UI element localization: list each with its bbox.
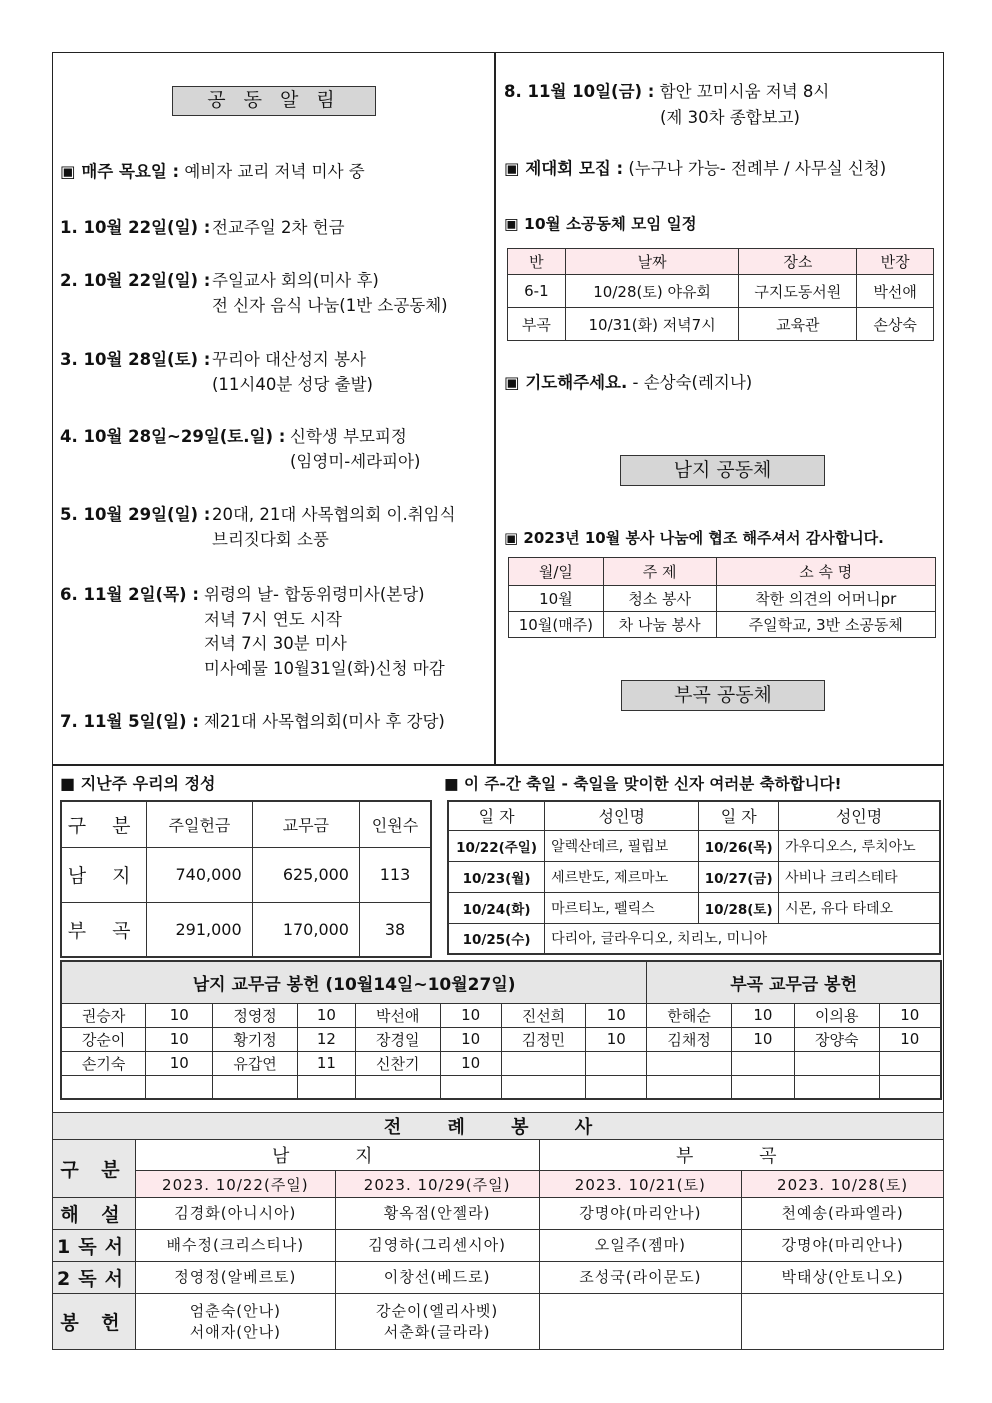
item-8-head: 8. 11월 10일(금) : — [504, 82, 655, 101]
feast-label: ■ 이 주-간 축일 - 축일을 맞이한 신자 여러분 축하합니다! — [444, 775, 842, 793]
notice-item-line: 저녁 7시 연도 시작 — [204, 609, 342, 629]
dues-cell: 장양숙 — [794, 1027, 879, 1051]
dues-cell: 권승자 — [61, 1003, 146, 1027]
thanks-header: 소 속 명 — [716, 558, 935, 586]
dues-cell: 12 — [298, 1027, 356, 1051]
notice-item-line: 브리짓다회 소풍 — [212, 529, 329, 549]
dues-cell — [501, 1051, 586, 1075]
offering-cell: 남 지 — [61, 847, 147, 902]
dues-cell: 10 — [146, 1003, 213, 1027]
table-row — [61, 1003, 941, 1027]
offering-cell: 38 — [359, 902, 431, 957]
small-group-header: 반장 — [857, 249, 934, 275]
offering-cell: 부 곡 — [61, 902, 147, 957]
feast-saints: 사비나 크리스테타 — [779, 861, 940, 892]
section-divider — [52, 764, 944, 766]
dues-cell — [794, 1075, 879, 1099]
dues-cell: 11 — [298, 1051, 356, 1075]
common-notice-title: 공 동 알 림 — [172, 86, 376, 116]
dues-cell — [501, 1075, 586, 1099]
dues-cell: 10 — [732, 1027, 795, 1051]
table-row — [508, 308, 934, 341]
small-group-cell: 6-1 — [508, 275, 566, 308]
item-8-line2: (제 30차 종합보고) — [660, 108, 800, 127]
feast-date: 10/24(화) — [448, 892, 545, 923]
offering-header: 주일헌금 — [147, 801, 252, 847]
dues-cell: 정영정 — [213, 1003, 298, 1027]
dues-cell: 10 — [440, 1027, 501, 1051]
liturgy-cell: 조성국(라이문도) — [539, 1262, 742, 1294]
liturgy-title: 전 례 봉 사 — [53, 1113, 944, 1140]
bugok-dues-title: 부곡 교무금 봉헌 — [647, 961, 941, 1003]
notice-item-head: 7. 11월 5일(일) : — [60, 712, 199, 731]
liturgy-role: 1독서 — [53, 1230, 136, 1262]
liturgy-corner: 구 분 — [53, 1140, 136, 1198]
dues-cell: 김정민 — [501, 1027, 586, 1051]
small-group-table — [507, 248, 934, 341]
dues-cell: 유갑연 — [213, 1051, 298, 1075]
feast-header: 성인명 — [779, 801, 940, 830]
liturgy-cell: 천예송(라파엘라) — [742, 1198, 944, 1230]
notice-item-head: 6. 11월 2일(목) : — [60, 585, 199, 604]
small-group-cell: 10/31(화) 저녁7시 — [565, 308, 739, 341]
liturgy-group-bugok: 부 곡 — [539, 1140, 944, 1171]
dues-cell — [298, 1075, 356, 1099]
liturgy-table — [52, 1112, 944, 1350]
liturgy-cell: 배수정(크리스티나) — [135, 1230, 335, 1262]
feast-date: 10/22(주일) — [448, 830, 545, 861]
liturgy-cell: 엄춘숙(안나) 서애자(안나) — [135, 1294, 335, 1350]
item-8 — [504, 80, 829, 104]
notice-item-line: 신학생 부모피정 — [290, 427, 407, 446]
table-row — [61, 1075, 941, 1099]
feast-saints: 가우디오스, 루치아노 — [779, 830, 940, 861]
dues-cell: 10 — [879, 1027, 941, 1051]
notice-item-head: 2. 10월 22일(일) : — [60, 271, 211, 290]
table-row — [61, 1027, 941, 1051]
dues-cell — [794, 1051, 879, 1075]
dues-cell — [879, 1051, 941, 1075]
notice-item-line: 미사예물 10월31일(화)신청 마감 — [204, 658, 445, 678]
column-divider — [494, 52, 496, 765]
feast-date: 10/27(금) — [699, 861, 779, 892]
liturgy-group-namji: 남 지 — [135, 1140, 539, 1171]
table-row — [508, 275, 934, 308]
offering-header: 구 분 — [61, 801, 147, 847]
feast-date: 10/28(토) — [699, 892, 779, 923]
notice-item-line: 전 신자 음식 나눔(1반 소공동체) — [212, 295, 448, 315]
dues-cell: 신찬기 — [355, 1051, 440, 1075]
notice-item-line: 20대, 21대 사목협의회 이.취임식 — [212, 505, 456, 524]
small-group-cell: 구지도동서원 — [739, 275, 857, 308]
small-group-cell: 10/28(토) 야유회 — [565, 275, 739, 308]
bugok-community-title: 부곡 공동체 — [621, 680, 825, 711]
dues-cell: 한해순 — [647, 1003, 732, 1027]
feast-saints: 다리아, 글라우디오, 치리노, 미니아 — [545, 923, 940, 954]
liturgy-cell: 김경화(아니시아) — [135, 1198, 335, 1230]
table-row — [61, 902, 431, 957]
item-8-line1: 함안 꼬미시움 저녁 8시 — [659, 82, 830, 101]
offering-cell: 625,000 — [252, 847, 359, 902]
small-group-cell: 손상숙 — [857, 308, 934, 341]
small-group-header: 반 — [508, 249, 566, 275]
table-row — [509, 586, 936, 612]
table-row — [448, 861, 940, 892]
dues-cell: 10 — [146, 1027, 213, 1051]
feast-date: 10/25(수) — [448, 923, 545, 954]
dues-cell: 이의용 — [794, 1003, 879, 1027]
table-row — [53, 1230, 944, 1262]
dues-cell: 10 — [440, 1051, 501, 1075]
table-row — [448, 892, 940, 923]
liturgy-cell: 박태상(안토니오) — [742, 1262, 944, 1294]
offering-cell: 291,000 — [147, 902, 252, 957]
feast-saints: 마르티노, 펠릭스 — [545, 892, 699, 923]
liturgy-cell: 강명야(마리안나) — [742, 1230, 944, 1262]
dues-cell — [213, 1075, 298, 1099]
feast-date: 10/26(목) — [699, 830, 779, 861]
dues-cell: 10 — [146, 1051, 213, 1075]
liturgy-cell: 황옥점(안젤라) — [335, 1198, 539, 1230]
dues-cell — [586, 1075, 647, 1099]
dues-cell — [647, 1051, 732, 1075]
feast-saints: 알렉산데르, 필립보 — [545, 830, 699, 861]
dues-cell: 진선희 — [501, 1003, 586, 1027]
recruit-label: ▣ 제대회 모집 : — [504, 159, 624, 178]
recruit-text: (누구나 가능- 전례부 / 사무실 신청) — [628, 159, 887, 178]
offering-cell: 170,000 — [252, 902, 359, 957]
namji-dues-title: 남지 교무금 봉헌 (10월14일~10월27일) — [61, 961, 647, 1003]
table-row — [53, 1294, 944, 1350]
dues-cell: 장경일 — [355, 1027, 440, 1051]
dues-cell — [146, 1075, 213, 1099]
notice-item-line: 주일교사 회의(미사 후) — [212, 271, 379, 290]
small-group-cell: 교육관 — [739, 308, 857, 341]
namji-community-title: 남지 공동체 — [620, 455, 825, 486]
table-row — [448, 923, 940, 954]
table-row — [53, 1262, 944, 1294]
prayer-text: - 손상숙(레지나) — [632, 373, 753, 392]
thanks-cell: 10월 — [509, 586, 604, 612]
table-row — [61, 1051, 941, 1075]
dues-cell: 10 — [586, 1003, 647, 1027]
liturgy-date: 2023. 10/29(주일) — [335, 1171, 539, 1198]
notice-item-line: 꾸리아 대산성지 봉사 — [212, 350, 366, 369]
feast-saints: 세르반도, 제르마노 — [545, 861, 699, 892]
table-row — [61, 801, 431, 847]
liturgy-cell: 강순이(엘리사벳) 서춘화(글라라) — [335, 1294, 539, 1350]
thanks-cell: 착한 의견의 어머니pr — [716, 586, 935, 612]
notice-item-line: 저녁 7시 30분 미사 — [204, 634, 347, 653]
thursday-label: ▣ 매주 목요일 : — [60, 162, 180, 181]
notice-item-head: 1. 10월 22일(일) : — [60, 218, 211, 237]
offering-table — [60, 800, 432, 958]
feast-date: 10/23(월) — [448, 861, 545, 892]
liturgy-cell: 오일주(젬마) — [539, 1230, 742, 1262]
small-group-label: ▣ 10월 소공동체 모임 일정 — [504, 215, 697, 233]
offering-label: ■ 지난주 우리의 정성 — [60, 774, 216, 793]
thursday-notice — [60, 160, 365, 184]
thursday-text: 예비자 교리 저녁 미사 중 — [184, 162, 365, 181]
notice-item-line: 제21대 사목협의회(미사 후 강당) — [204, 712, 445, 731]
dues-cell: 10 — [440, 1003, 501, 1027]
feast-header: 일 자 — [699, 801, 779, 830]
feast-header: 일 자 — [448, 801, 545, 830]
notice-item-head: 5. 10월 29일(일) : — [60, 505, 211, 524]
offering-header: 교무금 — [252, 801, 359, 847]
liturgy-cell — [539, 1294, 742, 1350]
table-row — [448, 830, 940, 861]
dues-cell: 강순이 — [61, 1027, 146, 1051]
liturgy-role: 2독서 — [53, 1262, 136, 1294]
liturgy-role: 봉 헌 — [53, 1294, 136, 1350]
liturgy-cell: 이창선(베드로) — [335, 1262, 539, 1294]
thanks-cell: 10월(매주) — [509, 612, 604, 638]
liturgy-cell: 강명야(마리안나) — [539, 1198, 742, 1230]
dues-cell — [732, 1075, 795, 1099]
notice-item-line: 전교주일 2차 헌금 — [212, 218, 345, 237]
thanks-cell: 차 나눔 봉사 — [603, 612, 716, 638]
prayer-label: ▣ 기도해주세요. — [504, 373, 628, 392]
thanks-header: 월/일 — [509, 558, 604, 586]
offering-cell: 113 — [359, 847, 431, 902]
liturgy-cell: 김영하(그리센시아) — [335, 1230, 539, 1262]
liturgy-cell — [742, 1294, 944, 1350]
small-group-cell: 박선애 — [857, 275, 934, 308]
thanks-label: ▣ 2023년 10월 봉사 나눔에 협조 해주셔서 감사합니다. — [504, 529, 884, 547]
dues-cell — [61, 1075, 146, 1099]
dues-cell — [355, 1075, 440, 1099]
notice-item-line: (임영미-세라피아) — [290, 451, 421, 471]
prayer-request — [504, 371, 752, 395]
notice-item-line: (11시40분 성당 출발) — [212, 374, 373, 394]
thanks-header: 주 제 — [603, 558, 716, 586]
dues-cell: 손기숙 — [61, 1051, 146, 1075]
feast-header: 성인명 — [545, 801, 699, 830]
thanks-cell: 청소 봉사 — [603, 586, 716, 612]
small-group-cell: 부곡 — [508, 308, 566, 341]
liturgy-date: 2023. 10/28(토) — [742, 1171, 944, 1198]
dues-cell: 김채정 — [647, 1027, 732, 1051]
dues-cell — [647, 1075, 732, 1099]
table-row — [53, 1198, 944, 1230]
dues-cell — [879, 1075, 941, 1099]
thanks-table — [508, 557, 936, 638]
dues-cell: 10 — [298, 1003, 356, 1027]
feast-table — [447, 800, 941, 955]
table-row — [61, 847, 431, 902]
thanks-cell: 주일학교, 3반 소공동체 — [716, 612, 935, 638]
dues-cell: 10 — [586, 1027, 647, 1051]
dues-cell: 황기정 — [213, 1027, 298, 1051]
notice-item-line: 위령의 날- 합동위령미사(본당) — [204, 585, 425, 604]
dues-table — [60, 960, 942, 1100]
dues-cell — [732, 1051, 795, 1075]
liturgy-role: 해 설 — [53, 1198, 136, 1230]
recruit-notice — [504, 157, 886, 181]
feast-saints: 시몬, 유다 타데오 — [779, 892, 940, 923]
dues-cell — [586, 1051, 647, 1075]
dues-cell — [440, 1075, 501, 1099]
liturgy-cell: 정영정(알베르토) — [135, 1262, 335, 1294]
liturgy-date: 2023. 10/22(주일) — [135, 1171, 335, 1198]
small-group-header: 장소 — [739, 249, 857, 275]
small-group-header: 날짜 — [565, 249, 739, 275]
dues-cell: 박선애 — [355, 1003, 440, 1027]
liturgy-date: 2023. 10/21(토) — [539, 1171, 742, 1198]
offering-header: 인원수 — [359, 801, 431, 847]
dues-cell: 10 — [879, 1003, 941, 1027]
table-row — [509, 612, 936, 638]
notice-item-head: 4. 10월 28일~29일(토.일) : — [60, 427, 286, 446]
dues-cell: 10 — [732, 1003, 795, 1027]
offering-cell: 740,000 — [147, 847, 252, 902]
notice-item-head: 3. 10월 28일(토) : — [60, 350, 211, 369]
